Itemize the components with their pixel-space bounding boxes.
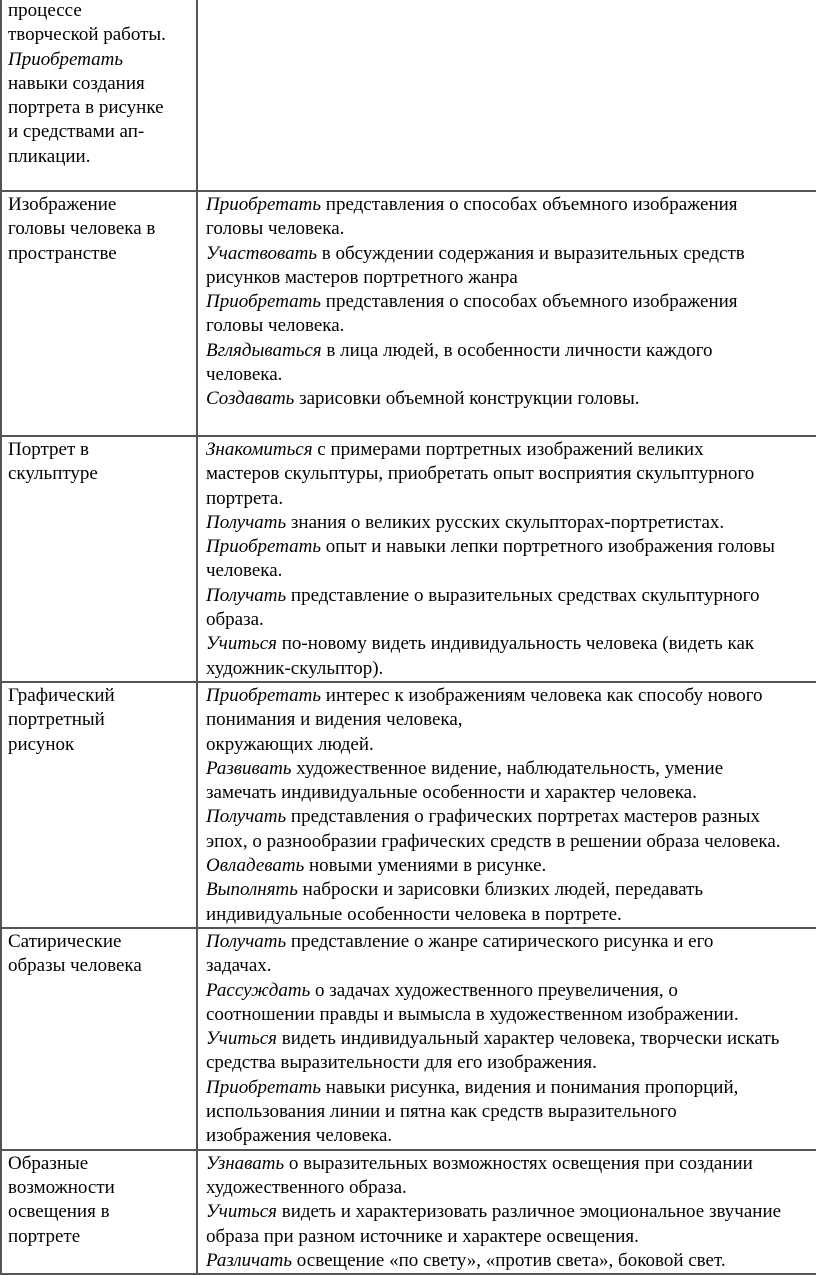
text-line [8,930,196,954]
line-text: Сатирические [8,930,122,952]
line-text: наброски и зарисовки близких людей, передавать [297,879,704,901]
text-line [206,314,814,338]
line-text: задачах. [206,955,272,977]
activity-verb: Приобретать [206,194,322,215]
line-text: Портрет в [8,439,89,460]
text-line [8,733,196,757]
line-text: в обсуждении содержания и выразительных средств [317,242,745,264]
line-text: художественного образа. [206,1176,407,1198]
line-text: человека. [206,560,283,582]
text-line [206,535,814,559]
activity-verb: Получать [206,511,287,533]
activity-verb: Получать [206,584,287,606]
text-line [8,145,196,169]
text-line [206,757,814,781]
text-line [206,363,814,387]
text-line [206,733,814,757]
line-text: образа при разном источнике и характере освещения. [206,1225,639,1247]
text-line [206,462,814,486]
line-text: представления о способах объемного изображения [321,194,738,215]
line-text: человека. [206,364,283,386]
line-text: пространстве [8,242,117,264]
line-text: образы человека [8,955,142,977]
line-text: головы человека. [206,315,345,337]
activity-verb: Развивать [206,757,292,779]
line-text: освещения в [8,1201,110,1223]
text-line [206,1225,814,1249]
text-line [8,242,196,266]
text-line [206,387,814,411]
line-text: опыт и навыки лепки портретного изображения головы [321,536,775,558]
text-line [206,1051,814,1075]
line-text: индивидуальные особенности человека в портрете. [206,903,622,925]
text-line [206,584,814,608]
line-text: с примерами портретных изображений великих [312,439,704,460]
line-text: портретный [8,709,105,731]
text-line [206,878,814,902]
line-text: о выразительных возможностях освещения при создании [284,1152,753,1174]
line-text: Образные [8,1152,89,1174]
activity-verb: Приобретать [206,291,322,313]
activities-cell [198,437,816,681]
text-line [8,193,196,217]
activity-verb: Получать [206,806,287,828]
activity-verb: Выполнять [206,879,298,901]
text-line [206,1027,814,1051]
activity-verb: Приобретать [206,684,322,706]
text-line [206,1076,814,1100]
line-text: портрете [8,1225,81,1247]
line-text: соотношении правды и вымысла в художественном изображении. [206,1003,739,1025]
text-line [206,979,814,1003]
activity-verb: Участвовать [206,242,317,264]
line-text: окружающих людей. [206,733,374,755]
line-text: процессе [8,0,82,21]
line-text: замечать индивидуальные особенности и характер человека. [206,782,697,804]
text-line [206,608,814,632]
topic-cell [0,1151,198,1273]
text-line [206,805,814,829]
line-text: головы человека. [206,218,345,240]
text-line [8,217,196,241]
activity-verb: Учиться [206,1201,277,1223]
text-line [206,632,814,656]
text-line [8,1176,196,1200]
line-text: по-новому видеть индивидуальность человека (видеть как [276,633,755,655]
line-text: видеть индивидуальный характер человека, творчески искать [276,1028,780,1050]
text-line [206,1200,814,1224]
line-text: пликации. [8,145,91,167]
activity-verb: Получать [206,930,287,952]
activity-verb: Узнавать [206,1152,285,1174]
text-line [206,217,814,241]
text-line [8,0,196,23]
line-text: новыми умениями в рисунке. [304,855,547,877]
activity-verb: Различать [206,1249,293,1271]
activities-cell [198,929,816,1149]
text-line [206,559,814,583]
line-text: изображения человека. [206,1125,393,1147]
topic-cell [0,929,198,1149]
text-line [206,242,814,266]
activities-cell [198,192,816,435]
line-text: в лица людей, в особенности личности каждого [321,339,713,361]
line-text: знания о великих русских скульпторах-портретистах. [286,511,725,533]
topic-cell [0,192,198,435]
line-text: представления о способах объемного изображения [321,291,738,313]
text-line [206,487,814,511]
line-text: портрета в рисунке [8,97,164,119]
text-line [206,854,814,878]
line-text: и средствами ап- [8,121,145,143]
text-line [206,511,814,535]
topic-cell [0,437,198,681]
line-text: мастеров скульптуры, приобретать опыт восприятия скульптурного [206,463,755,485]
text-line [206,290,814,314]
activities-cell [198,1151,816,1273]
line-text: навыки создания [8,72,145,94]
topic-cell [0,683,198,927]
table-row [0,1151,816,1275]
line-text: творческой работы. [8,24,166,46]
line-text: рисунок [8,733,75,755]
table-row [0,929,816,1151]
text-line [206,930,814,954]
text-line [8,438,196,462]
line-text: освещение «по свету», «против света», боковой свет. [292,1249,726,1271]
text-line [206,1003,814,1027]
table-row [0,192,816,437]
table-row [0,437,816,683]
text-line [8,684,196,708]
line-text: скульптуре [8,463,98,485]
text-line [206,339,814,363]
line-text: возможности [8,1176,115,1198]
text-line [206,1100,814,1124]
activity-verb: Учиться [206,633,277,655]
activity-verb: Знакомиться [206,439,313,460]
text-line [206,657,814,681]
activity-verb: Приобретать [206,536,322,558]
text-line [206,830,814,854]
line-text: представление о выразительных средствах скульптурного [286,584,760,606]
line-text: навыки рисунка, видения и понимания пропорций, [321,1076,739,1098]
text-line [8,1225,196,1249]
activity-verb: Вглядываться [206,339,322,361]
text-line [206,1152,814,1176]
activity-verb: Создавать [206,388,295,410]
line-text: портрета. [206,487,284,509]
line-text: представление о жанре сатирического рисунка и его [286,930,714,952]
line-text: головы человека в [8,218,156,240]
line-text: представления о графических портретах мастеров разных [286,806,760,828]
text-line [206,266,814,290]
line-text: образа. [206,609,264,631]
text-line [206,1249,814,1273]
text-line [206,684,814,708]
line-text: рисунков мастеров портретного жанра [206,266,518,288]
text-line [8,23,196,47]
text-line [206,438,814,462]
text-line [8,462,196,486]
text-line [206,1176,814,1200]
activities-cell [198,0,816,190]
line-text: понимания и видения человека, [206,709,463,731]
text-line [206,781,814,805]
line-text: художник-скульптор). [206,657,384,679]
text-line [8,120,196,144]
line-text: использования линии и пятна как средств выразительного [206,1101,677,1123]
text-line [206,708,814,732]
text-line [8,1152,196,1176]
text-line [206,193,814,217]
activity-verb: Рассуждать [206,979,311,1001]
text-line [8,48,196,72]
line-text: средства выразительности для его изображения. [206,1052,597,1074]
line-text: интерес к изображениям человека как способу нового [321,684,763,706]
line-text: Изображение [8,194,117,215]
text-line [8,954,196,978]
text-line [8,708,196,732]
topic-cell [0,0,198,190]
text-line [8,1200,196,1224]
line-text: о задачах художественного преувеличения, о [310,979,678,1001]
line-text: эпох, о разнообразии графических средств в решении образа человека. [206,830,781,852]
text-line [8,72,196,96]
text-line [206,954,814,978]
activity-verb: Учиться [206,1028,277,1050]
text-line [8,96,196,120]
text-line [206,1124,814,1148]
table-row [0,683,816,929]
text-line [206,903,814,927]
activity-verb: Приобретать [8,48,124,70]
line-text: Графический [8,684,115,706]
table-row [0,0,816,192]
activity-verb: Приобретать [206,1076,322,1098]
line-text: видеть и характеризовать различное эмоциональное звучание [276,1201,782,1223]
line-text: зарисовки объемной конструкции головы. [294,388,640,410]
activity-verb: Овладевать [206,855,305,877]
line-text: художественное видение, наблюдательность, умение [291,757,724,779]
activities-cell [198,683,816,927]
